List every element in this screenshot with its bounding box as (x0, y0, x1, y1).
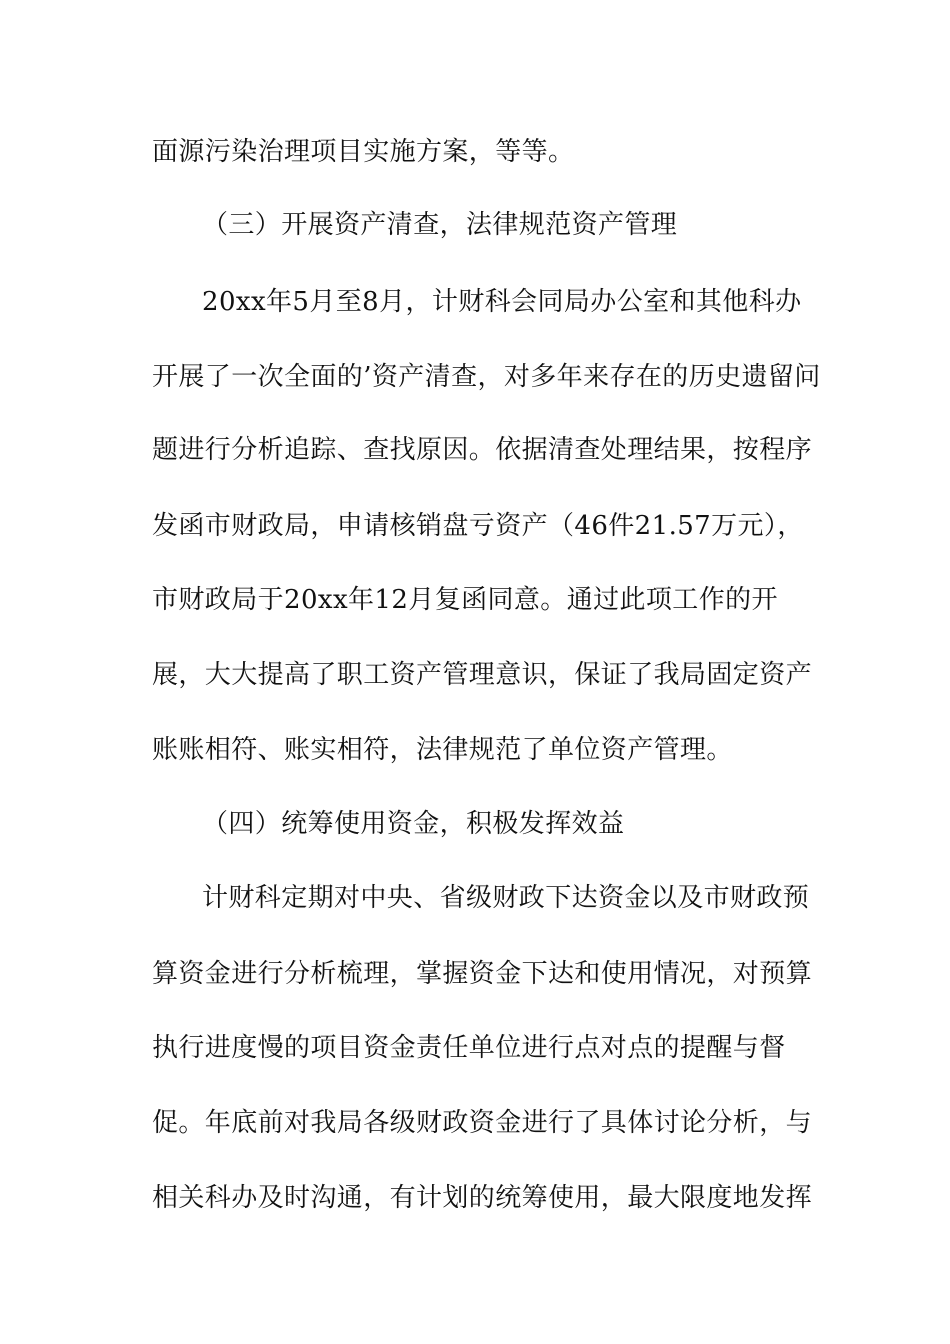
paragraph-line: 促。年底前对我局各级财政资金进行了具体讨论分析，与 (152, 1108, 813, 1138)
paragraph-line: 市财政局于20xx年12月复函同意。通过此项工作的开 (152, 585, 778, 615)
section-heading-4: （四）统筹使用资金，积极发挥效益 (202, 809, 625, 839)
paragraph-line: 计财科定期对中央、省级财政下达资金以及市财政预 (202, 883, 810, 913)
paragraph-line: 开展了一次全面的’资产清查，对多年来存在的历史遗留问 (152, 362, 821, 392)
paragraph-line: 账账相符、账实相符，法律规范了单位资产管理。 (152, 735, 733, 765)
paragraph-line: 执行进度慢的项目资金责任单位进行点对点的提醒与督 (152, 1033, 786, 1063)
paragraph-line: 面源污染治理项目实施方案，等等。 (152, 137, 575, 167)
paragraph-line: 20xx年5月至8月，计财科会同局办公室和其他科办 (202, 287, 802, 317)
paragraph-line: 发函市财政局，申请核销盘亏资产（46件21.57万元）， (152, 511, 804, 541)
paragraph-line: 展，大大提高了职工资产管理意识，保证了我局固定资产 (152, 660, 813, 690)
paragraph-line: 相关科办及时沟通，有计划的统筹使用，最大限度地发挥 (152, 1183, 813, 1213)
paragraph-line: 题进行分析追踪、查找原因。依据清查处理结果，按程序 (152, 435, 813, 465)
paragraph-line: 算资金进行分析梳理，掌握资金下达和使用情况，对预算 (152, 959, 813, 989)
section-heading-3: （三）开展资产清查，法律规范资产管理 (202, 210, 678, 240)
